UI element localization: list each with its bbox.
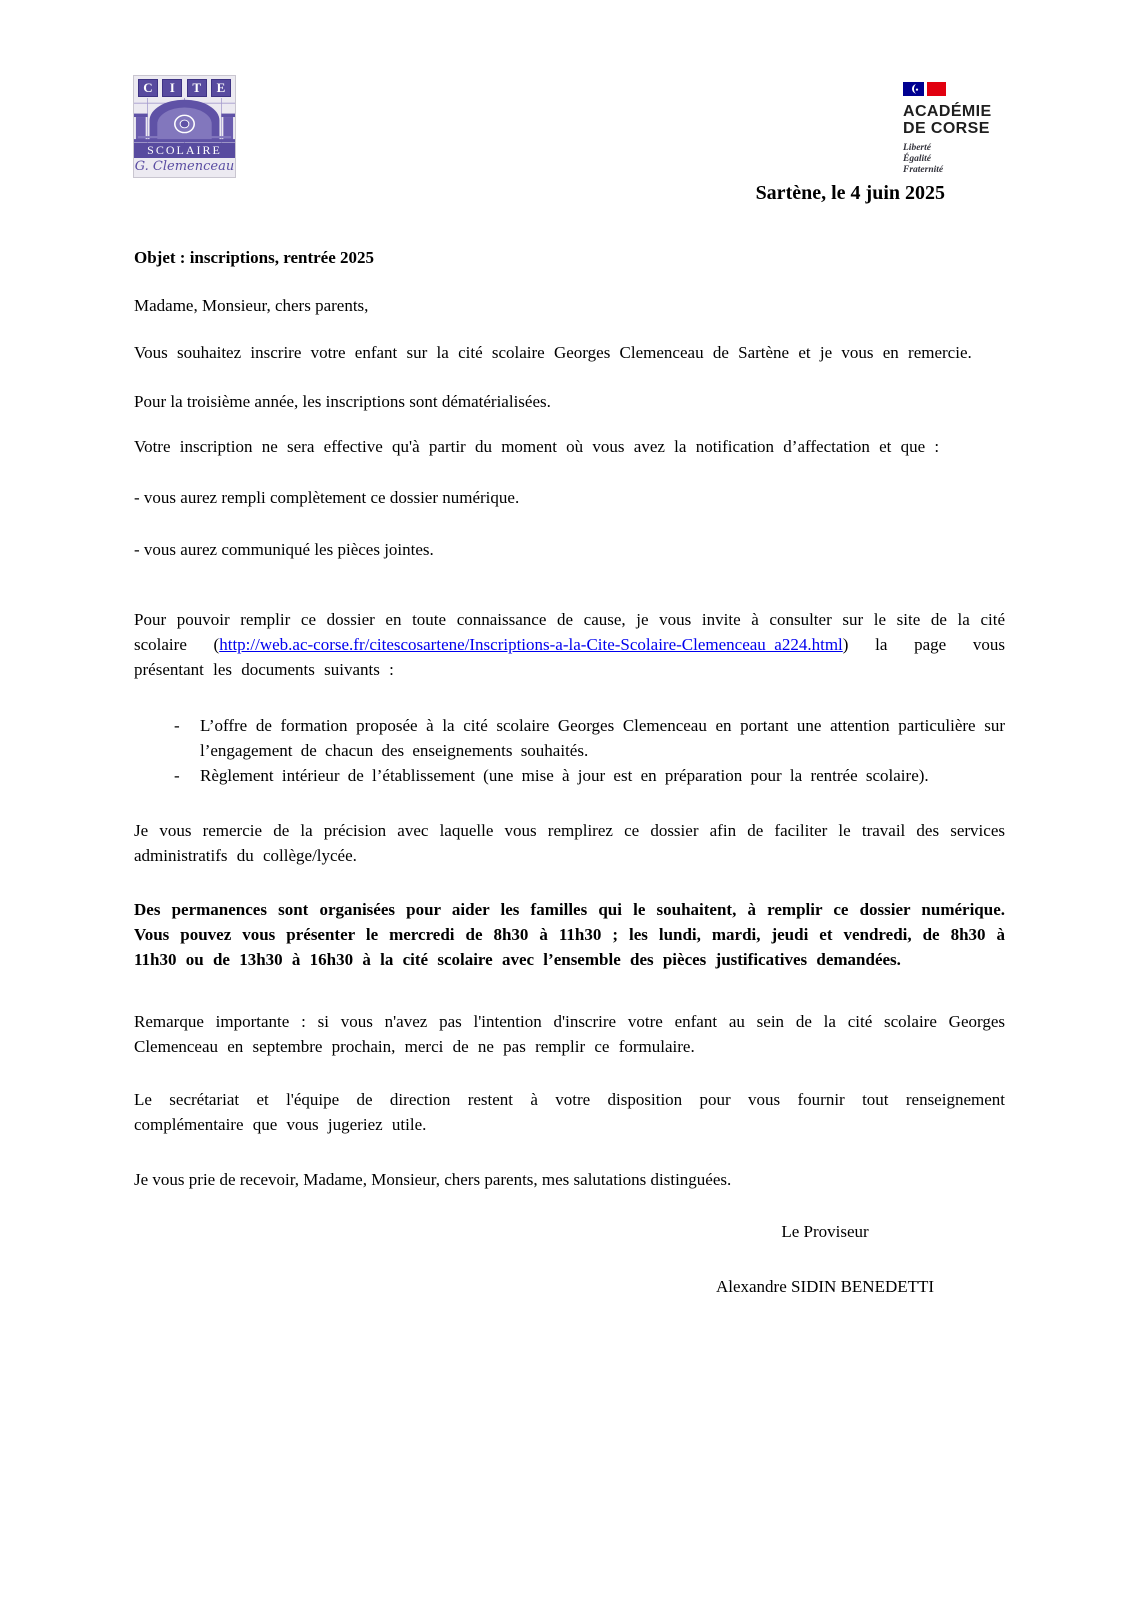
objet-line: Objet : inscriptions, rentrée 2025	[134, 248, 375, 267]
salutation-line: Madame, Monsieur, chers parents,	[134, 296, 369, 315]
motto-fraternite: Fraternité	[903, 165, 944, 175]
motto-liberte: Liberté	[903, 143, 931, 153]
academie-name-line1: ACADÉMIE	[903, 103, 992, 120]
documents-list	[134, 713, 1005, 788]
paragraph-secretariat: Le secrétariat et l'équipe de direction restent à votre disposition pour vous fournir tout renseignement complémentaire que vous jugeriez utile.	[134, 1090, 1005, 1134]
paragraph-inscription-merci: Vous souhaitez inscrire votre enfant sur la cité scolaire Georges Clemenceau de Sartène et je vous en remercie.	[134, 343, 972, 362]
site-paragraph-after-link: ) la page vous présentant les documents suivants :	[134, 635, 1005, 679]
list-item	[134, 763, 1005, 788]
paragraph-dematerialisees: Pour la troisième année, les inscriptions sont dématérialisées.	[134, 392, 551, 411]
list-item-dash: -	[174, 766, 180, 785]
paragraph-site-web	[134, 607, 1005, 682]
letter-body	[134, 245, 1005, 1299]
paragraph-salutations: Je vous prie de recevoir, Madame, Monsieur, chers parents, mes salutations distinguées.	[134, 1170, 732, 1189]
list-item-dash: -	[174, 716, 180, 735]
motto-egalite: Égalité	[903, 154, 931, 164]
paragraph-effective: Votre inscription ne sera effective qu'à partir du moment où vous avez la notification d’affectation et que :	[134, 437, 940, 456]
site-paragraph-before-link: Pour pouvoir remplir ce dossier en toute connaissance de cause, je vous invite à consulter sur le site de la cité scolaire (	[134, 610, 1005, 654]
logo-letter-tile: T	[187, 79, 207, 97]
logo-letter-tile: I	[162, 79, 182, 97]
logo-letter-tile: E	[211, 79, 231, 97]
paragraph-remercie-precision: Je vous remercie de la précision avec laquelle vous remplirez ce dossier afin de faciliter le travail des services administratifs du collège/lycée.	[134, 821, 1005, 865]
academie-name-line2: DE CORSE	[903, 120, 990, 137]
republique-motto	[903, 143, 1013, 176]
list-item	[134, 713, 1005, 763]
inscriptions-site-link[interactable]: http://web.ac-corse.fr/citescosartene/Inscriptions-a-la-Cite-Scolaire-Clemenceau_a224.html	[219, 635, 843, 654]
flag-red-block	[927, 82, 946, 96]
logo-cite-letter-tiles	[134, 76, 235, 98]
academie-de-corse-logo	[903, 82, 1013, 176]
condition-dossier-numerique: - vous aurez rempli complètement ce dossier numérique.	[134, 488, 520, 507]
paragraph-permanences: Des permanences sont organisées pour aider les familles qui le souhaitent, à remplir ce dossier numérique. Vous pouvez vous présenter le mercredi de 8h30 à 11h30 ; les lundi, mardi, jeudi et vendredi, de 8h30 à 11h30 ou de 13h30 à 16h30 à la cité scolaire avec l’ensemble des pièces justificatives demandées.	[134, 900, 1005, 969]
list-item-reglement-interieur: Règlement intérieur de l’établissement (une mise à jour est en préparation pour la rentrée scolaire).	[200, 766, 929, 785]
cite-scolaire-logo	[133, 75, 236, 178]
signature-name: Alexandre SIDIN BENEDETTI	[715, 1277, 935, 1296]
list-item-offre-formation: L’offre de formation proposée à la cité scolaire Georges Clemenceau en portant une attention particulière sur l’engagement de chacun des enseignements souhaités.	[200, 716, 1005, 760]
logo-letter-tile: C	[138, 79, 158, 97]
french-flag-marianne-icon	[903, 82, 1013, 96]
logo-clemenceau-script: G. Clemenceau	[134, 159, 235, 174]
logo-scolaire-band: SCOLAIRE	[134, 143, 235, 158]
place-date-line: Sartène, le 4 juin 2025	[755, 182, 945, 204]
signature-block	[675, 1219, 975, 1299]
signature-title: Le Proviseur	[781, 1222, 869, 1241]
arch-drawing-icon	[134, 98, 235, 143]
paragraph-remarque-importante: Remarque importante : si vous n'avez pas l'intention d'inscrire votre enfant au sein de la cité scolaire Georges Clemenceau en septembre prochain, merci de ne pas remplir ce formulaire.	[134, 1012, 1005, 1056]
condition-pieces-jointes: - vous aurez communiqué les pièces jointes.	[134, 540, 434, 559]
